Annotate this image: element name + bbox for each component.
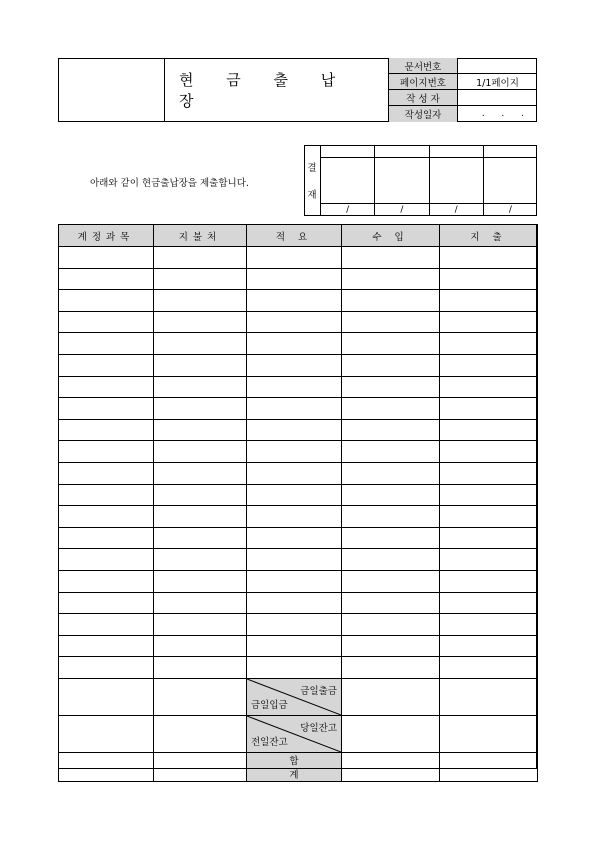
approval-title-cell[interactable] bbox=[430, 145, 483, 158]
col-header-account: 계정과목 bbox=[59, 225, 154, 247]
approval-label-top: 결 bbox=[307, 162, 317, 174]
header-blank-cell bbox=[58, 58, 165, 122]
meta-row-author bbox=[389, 90, 537, 106]
date-value[interactable]: . . . bbox=[481, 109, 531, 119]
today-in-label: 금일입금 bbox=[251, 699, 288, 711]
meta-row-doc-number bbox=[389, 58, 537, 74]
today-out-label: 금일출금 bbox=[300, 685, 337, 697]
approval-column bbox=[321, 145, 375, 216]
approval-date-cell[interactable]: / bbox=[400, 205, 404, 215]
ledger-outer-border bbox=[58, 224, 537, 769]
balance-prev-label: 전일잔고 bbox=[251, 736, 288, 748]
page-number-value[interactable]: 1/1페이지 bbox=[476, 77, 519, 89]
approval-columns bbox=[321, 145, 537, 216]
meta-row-date bbox=[389, 106, 537, 122]
approval-date-cell[interactable]: / bbox=[454, 205, 458, 215]
meta-row-page-number bbox=[389, 74, 537, 90]
meta-label: 작 성 자 bbox=[389, 90, 458, 105]
meta-label: 문서번호 bbox=[389, 58, 458, 73]
col-header-income: 수 입 bbox=[342, 225, 440, 247]
col-header-description: 적 요 bbox=[247, 225, 342, 247]
col-header-payee: 지불처 bbox=[154, 225, 247, 247]
approval-column bbox=[375, 145, 429, 216]
approval-sign-cell[interactable] bbox=[321, 158, 374, 204]
approval-column bbox=[484, 145, 537, 216]
approval-title-cell[interactable] bbox=[375, 145, 428, 158]
author-value[interactable] bbox=[458, 90, 537, 105]
total-label: 합 계 bbox=[247, 752, 342, 781]
submit-statement: 아래와 같이 현금출납장을 제출합니다. bbox=[90, 178, 249, 189]
approval-column bbox=[430, 145, 484, 216]
approval-label bbox=[304, 145, 321, 216]
doc-number-value[interactable] bbox=[458, 58, 537, 73]
meta-label: 페이지번호 bbox=[389, 74, 458, 89]
approval-sign-cell[interactable] bbox=[430, 158, 483, 204]
approval-title-cell[interactable] bbox=[484, 145, 537, 158]
meta-label: 작성일자 bbox=[389, 106, 458, 122]
approval-label-bottom: 재 bbox=[307, 190, 317, 202]
approval-title-cell[interactable] bbox=[321, 145, 374, 158]
approval-date-cell[interactable]: / bbox=[346, 205, 350, 215]
col-header-expense: 지 출 bbox=[440, 225, 538, 247]
approval-date-cell[interactable]: / bbox=[508, 205, 512, 215]
document-title: 현 금 출 납 장 bbox=[179, 71, 350, 110]
document-meta-table bbox=[388, 58, 537, 122]
approval-sign-cell[interactable] bbox=[375, 158, 428, 204]
approval-sign-cell[interactable] bbox=[484, 158, 537, 204]
balance-today-label: 당일잔고 bbox=[300, 722, 337, 734]
